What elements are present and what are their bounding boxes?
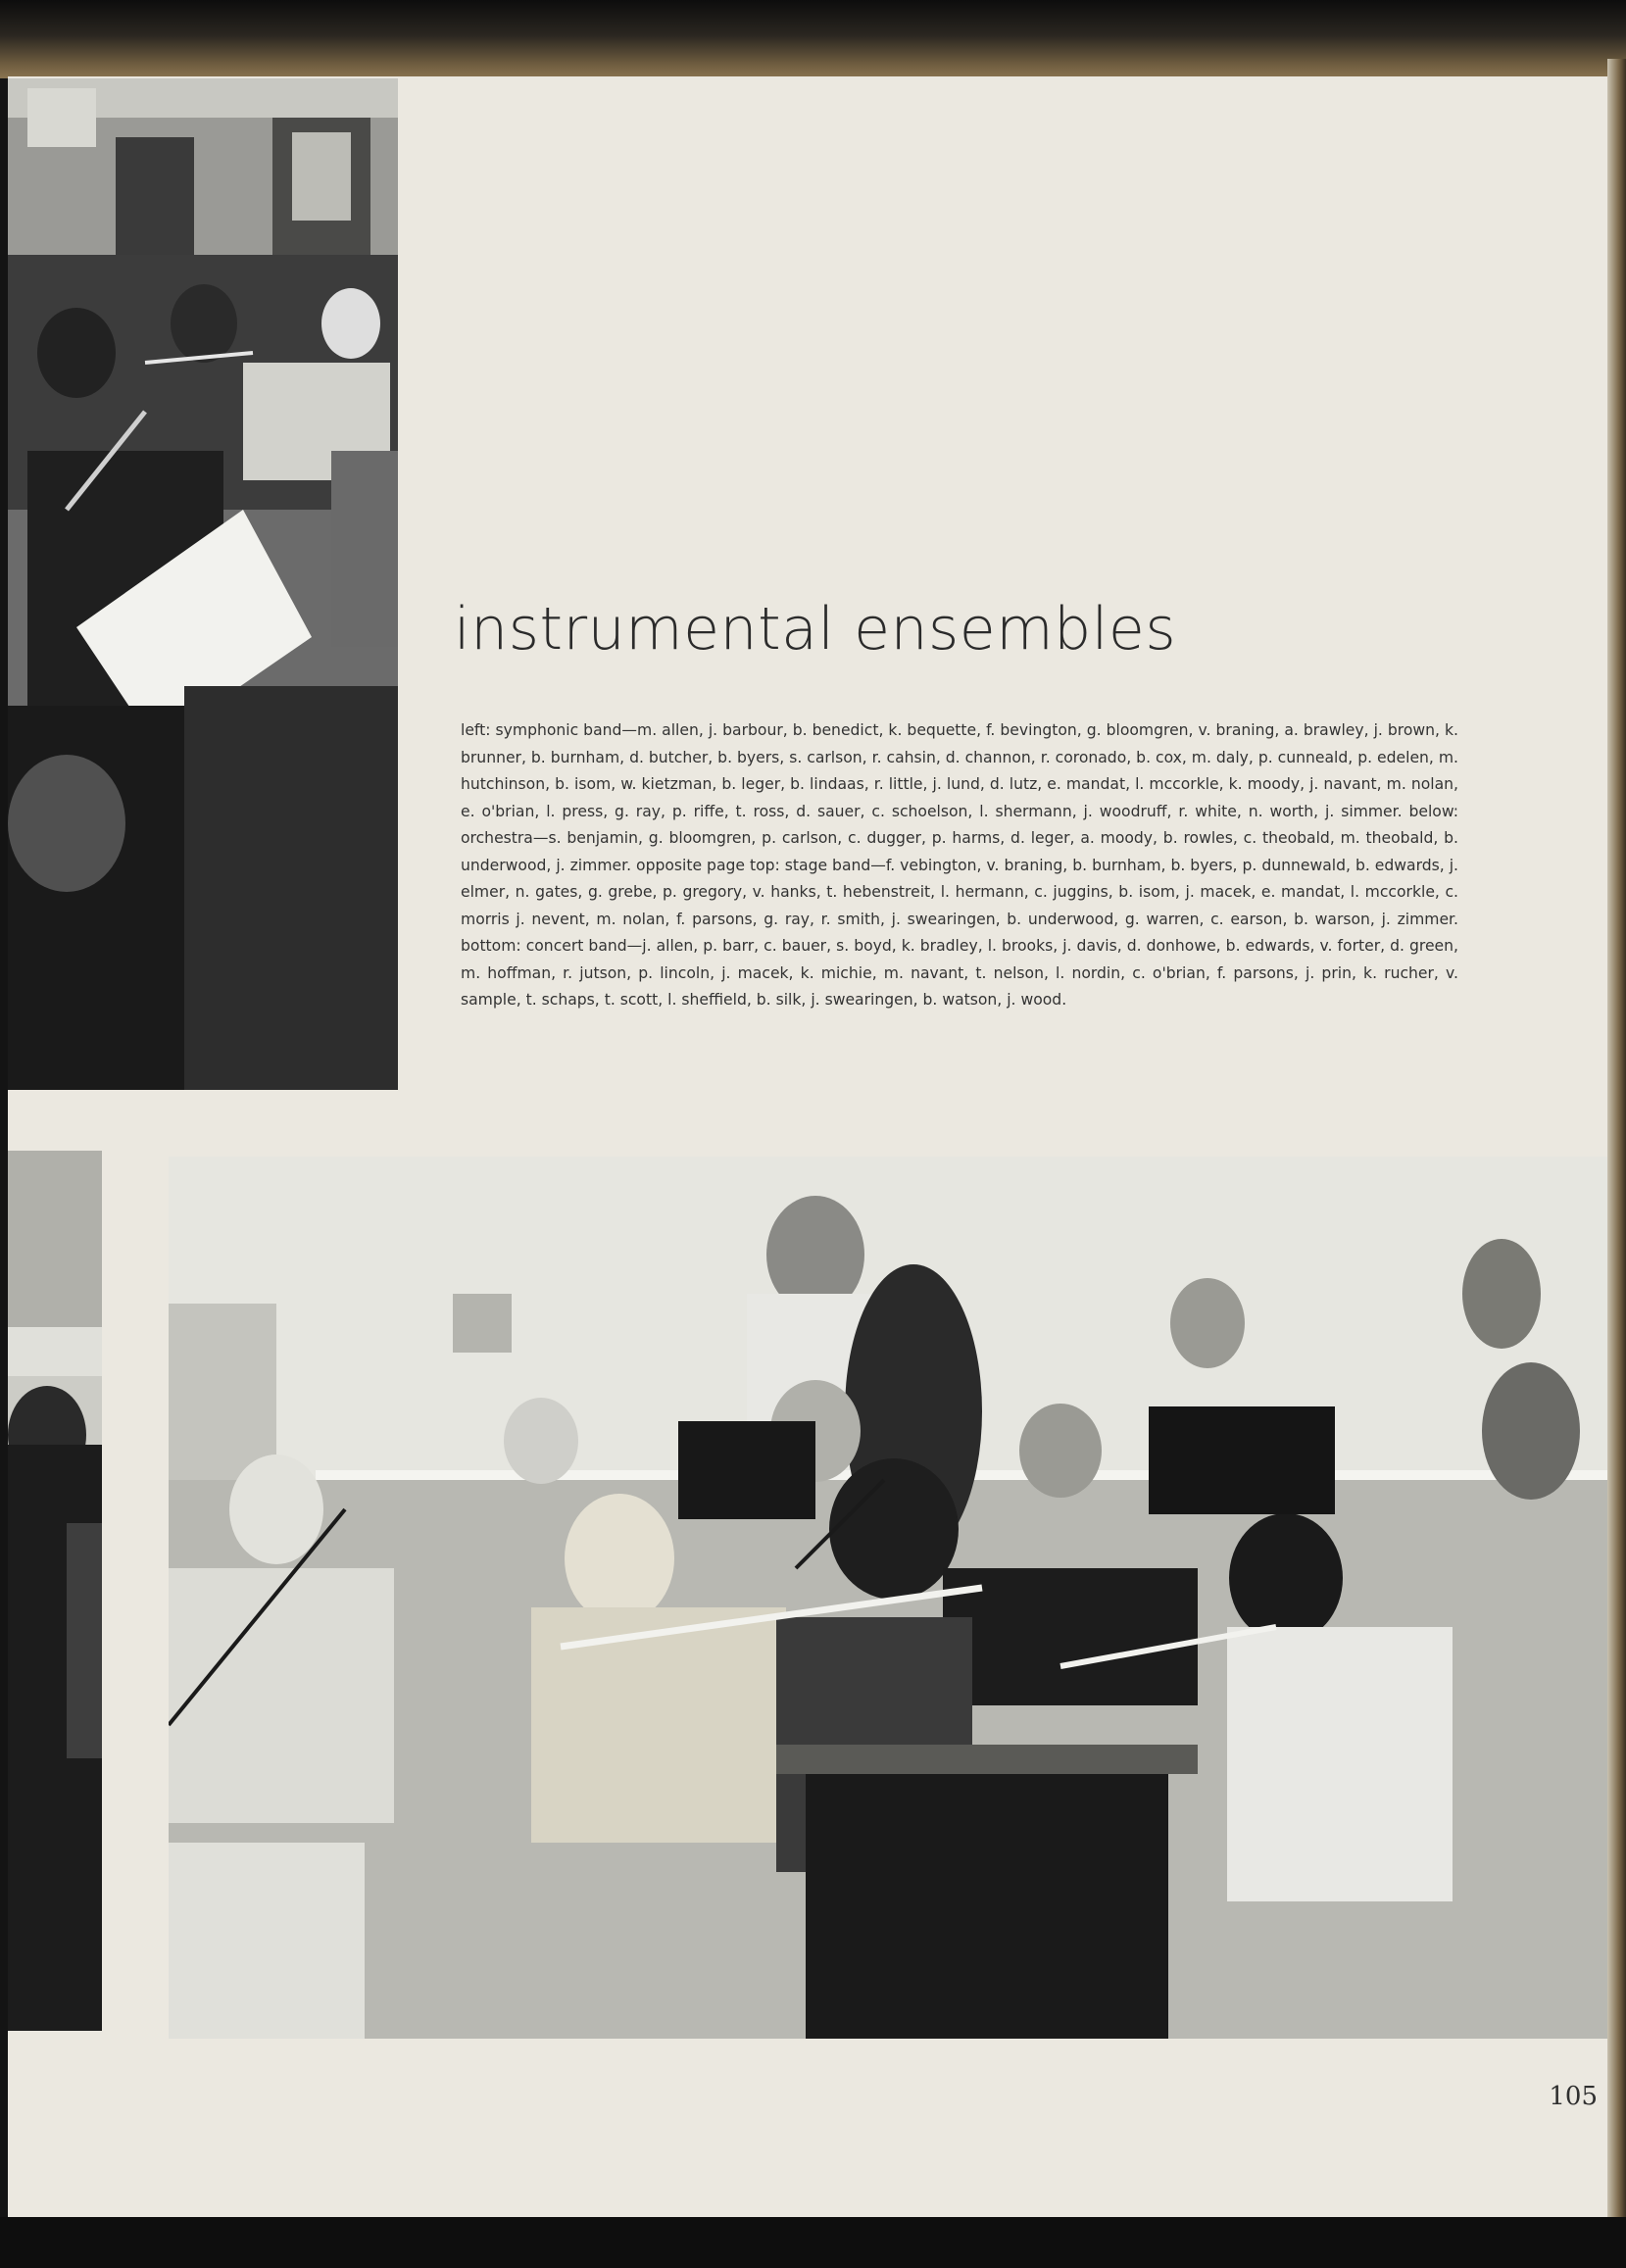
- cropped-photo-strip: [8, 1151, 102, 2031]
- page-number: 105: [1549, 2082, 1598, 2111]
- page-title: instrumental ensembles: [454, 595, 1177, 664]
- binding-edge: [0, 0, 1626, 78]
- photo-caption: left: symphonic band—m. allen, j. barbour, b. benedict, k. bequette, f. bevington, g. bloomgren, v. braning, a. brawley, j. brown, k. brunner, b. burnham, d. butcher, b. byers, s. carlson, r. cahsin, d. channon, r. coronado, b. cox, m. daly, p. cunneald, p. edelen, m. hutchinson, b. isom, w. kietzman, b. leger, b. lindaas, r. little, j. lund, d. lutz, e. mandat, l. mccorkle, k. moody, j. navant, m. nolan, e. o'brian, l. press, g. ray, p. riffe, t. ross, d. sauer, c. schoelson, l. shermann, j. woodruff, r. white, n. worth, j. simmer. below: orchestra—s. benjamin, g. bloomgren, p. carlson, c. dugger, p. harms, d. leger, a. moody, b. rowles, c. theobald, m. theobald, b. underwood, j. zimmer. opposite page top: stage band—f. vebington, v. braning, b. burnham, b. byers, p. dunnewald, b. edwards, j. elmer, n. gates, g. grebe, p. gregory, v. hanks, t. hebenstreit, l. hermann, c. juggins, b. isom, j. macek, e. mandat, l. mccorkle, c. morris j. nevent, m. nolan, f. parsons, g. ray, r. smith, j. swearingen, b. underwood, g. warren, c. earson, b. warson, j. zimmer. bottom: concert band—j. allen, p. barr, c. bauer, s. boyd, k. bradley, l. brooks, j. davis, d. donhowe, b. edwards, v. forter, d. green, m. hoffman, r. jutson, p. lincoln, j. macek, k. michie, m. navant, t. nelson, l. nordin, c. o'brian, f. parsons, j. prin, k. rucher, v. sample, t. schaps, t. scott, l. sheffield, b. silk, j. swearingen, b. watson, j. wood.: [461, 721, 1458, 1009]
- symphonic-band-photo: [8, 78, 398, 1090]
- orchestra-photo: [169, 1157, 1607, 2039]
- page-edge-right: [1607, 59, 1626, 2225]
- page-edge-bottom: [0, 2217, 1626, 2268]
